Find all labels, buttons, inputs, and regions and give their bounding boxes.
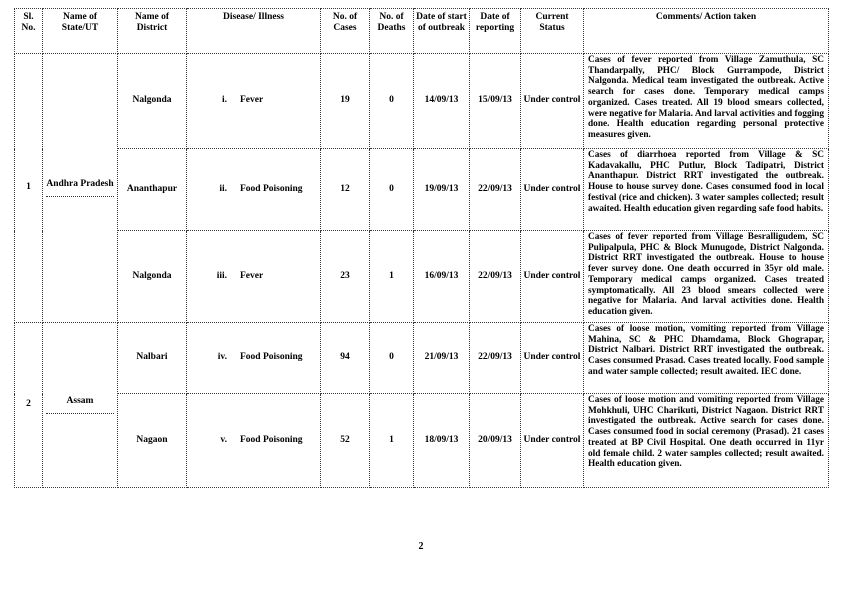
status-cell: Under control xyxy=(521,394,584,488)
disease-name: Fever xyxy=(240,270,264,281)
status-cell: Under control xyxy=(521,231,584,323)
disease-cell xyxy=(187,394,321,488)
header-status: Current Status xyxy=(521,9,584,54)
district-cell: Nagaon xyxy=(118,394,187,488)
cases-cell: 94 xyxy=(321,323,370,394)
header-deaths: No. of Deaths xyxy=(370,9,414,54)
table-row xyxy=(15,149,829,231)
comments-cell: Cases of loose motion, vomiting reported from Village Mahina, SC & PHC Dhamdama, Block Ghograpar, District Nalbari. District RRT investigated the outbreak. Cases consumed Prasad. Cases treated locally. Food sample and water sample collected; result awaited. IEC done. xyxy=(584,323,829,394)
state-name: Andhra Pradesh xyxy=(46,178,114,189)
state-cell xyxy=(43,323,118,488)
disease-cell xyxy=(187,231,321,323)
district-cell: Nalbari xyxy=(118,323,187,394)
page-number: 2 xyxy=(418,541,424,552)
district-cell: Nalgonda xyxy=(118,54,187,149)
comments-cell: Cases of loose motion and vomiting reported from Village Mohkhuli, UHC Charikuti, District Nagaon. District RRT investigated the outbreak. Active search for cases done. Cases consumed food in social ceremony (Prasad). 21 cases treated at BP Civil Hospital. One death occurred in 11yr old female child. 2 water samples collected; result awaited. Health education given. xyxy=(584,394,829,488)
district-cell: Ananthapur xyxy=(118,149,187,231)
reporting-date-cell: 15/09/13 xyxy=(470,54,521,149)
reporting-date-cell: 22/09/13 xyxy=(470,323,521,394)
reporting-date-cell: 20/09/13 xyxy=(470,394,521,488)
status-cell: Under control xyxy=(521,149,584,231)
state-cell xyxy=(43,54,118,323)
cases-cell: 52 xyxy=(321,394,370,488)
header-reporting-date: Date of reporting xyxy=(470,9,521,54)
header-disease: Disease/ Illness xyxy=(187,9,321,54)
state-name: Assam xyxy=(66,395,94,406)
disease-cell xyxy=(187,149,321,231)
disease-name: Fever xyxy=(240,95,264,106)
disease-number: i. xyxy=(221,95,227,106)
outbreak-report-table xyxy=(14,8,829,488)
disease-name: Food Poisoning xyxy=(240,352,303,363)
disease-number: iii. xyxy=(216,270,227,281)
disease-number: iv. xyxy=(217,352,227,363)
disease-name: Food Poisoning xyxy=(240,434,303,445)
deaths-cell: 0 xyxy=(370,54,414,149)
start-date-cell: 21/09/13 xyxy=(414,323,470,394)
cases-cell: 12 xyxy=(321,149,370,231)
comments-cell: Cases of fever reported from Village Besralligudem, SC Pulipalpula, PHC & Block Munugode, District Nalgonda. District RRT investigated the outbreak. House to house fever survey done. One death occurred in 35yr old male. Temporary medical camps organized. Cases treated symptomatically. All 23 blood smears collected were negative for Malaria. And larval activities done. Health education given. xyxy=(584,231,829,323)
comments-cell: Cases of fever reported from Village Zamuthula, SC Thandarpally, PHC/ Block Gurrampode, District Nalgonda. Medical team investigated the outbreak. Active search for cases done. Temporary medical camps organized. Cases treated. All 19 blood smears collected, were negative for Malaria. And larval activities and fogging done. Health education regarding personal protective measures given. xyxy=(584,54,829,149)
state-divider-dots xyxy=(46,196,114,197)
disease-number: ii. xyxy=(219,183,227,194)
sl-no-value: 1 xyxy=(26,182,31,193)
table-row xyxy=(15,394,829,488)
deaths-cell: 1 xyxy=(370,394,414,488)
header-district: Name of District xyxy=(118,9,187,54)
cases-cell: 19 xyxy=(321,54,370,149)
district-cell: Nalgonda xyxy=(118,231,187,323)
header-state: Name of State/UT xyxy=(43,9,118,54)
sl-no-cell xyxy=(15,54,43,323)
cases-cell: 23 xyxy=(321,231,370,323)
sl-no-value: 2 xyxy=(26,399,31,410)
start-date-cell: 19/09/13 xyxy=(414,149,470,231)
header-cases: No. of Cases xyxy=(321,9,370,54)
header-sl-no: Sl. No. xyxy=(15,9,43,54)
disease-cell xyxy=(187,54,321,149)
deaths-cell: 0 xyxy=(370,323,414,394)
header-comments: Comments/ Action taken xyxy=(584,9,829,54)
table-header-row xyxy=(15,9,829,54)
table-row xyxy=(15,54,829,149)
deaths-cell: 0 xyxy=(370,149,414,231)
start-date-cell: 16/09/13 xyxy=(414,231,470,323)
header-start-date: Date of start of outbreak xyxy=(414,9,470,54)
deaths-cell: 1 xyxy=(370,231,414,323)
status-cell: Under control xyxy=(521,54,584,149)
table-row xyxy=(15,323,829,394)
reporting-date-cell: 22/09/13 xyxy=(470,231,521,323)
comments-cell: Cases of diarrhoea reported from Village & SC Kadavakallu, PHC Putlur, Block Tadipatri, District Ananthapur. District RRT investigated the outbreak. House to house survey done. Cases consumed food in local festival (rice and chicken). 3 water samples collected; result awaited. Health education given regarding safe food habits. xyxy=(584,149,829,231)
start-date-cell: 14/09/13 xyxy=(414,54,470,149)
state-divider-dots xyxy=(46,413,114,414)
table-row xyxy=(15,231,829,323)
start-date-cell: 18/09/13 xyxy=(414,394,470,488)
reporting-date-cell: 22/09/13 xyxy=(470,149,521,231)
disease-number: v. xyxy=(220,434,227,445)
disease-cell xyxy=(187,323,321,394)
status-cell: Under control xyxy=(521,323,584,394)
disease-name: Food Poisoning xyxy=(240,183,303,194)
sl-no-cell xyxy=(15,323,43,488)
